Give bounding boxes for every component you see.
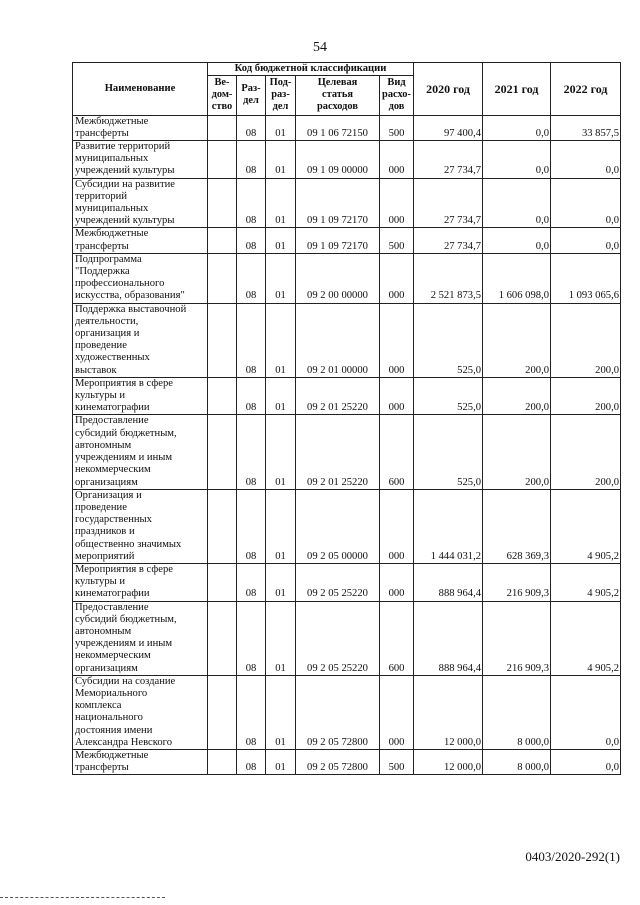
row-vedomstvo (208, 675, 237, 749)
row-target: 09 2 05 25220 (296, 601, 380, 675)
row-2021: 628 369,3 (483, 489, 551, 563)
row-vid: 000 (380, 178, 414, 228)
row-razdel: 08 (237, 749, 266, 774)
row-razdel: 08 (237, 601, 266, 675)
table-row (73, 489, 621, 563)
row-2022: 0,0 (551, 228, 621, 253)
document-code: 0403/2020-292(1) (525, 849, 620, 864)
row-podrazdel: 01 (266, 563, 296, 601)
row-name: Предоставление субсидий бюджетным, автономным учреждениям и иным некоммерческим организациям (73, 415, 208, 489)
row-name: Мероприятия в сфере культуры и кинематографии (73, 563, 208, 601)
row-2021: 0,0 (483, 141, 551, 179)
table-row (73, 141, 621, 179)
table-row (73, 115, 621, 140)
row-vid: 000 (380, 303, 414, 377)
row-2020: 12 000,0 (414, 749, 483, 774)
row-razdel: 08 (237, 228, 266, 253)
row-2020: 27 734,7 (414, 228, 483, 253)
header-razdel: Раз- дел (237, 76, 266, 116)
row-target: 09 2 05 00000 (296, 489, 380, 563)
row-razdel: 08 (237, 115, 266, 140)
table-row (73, 253, 621, 303)
row-2020: 525,0 (414, 415, 483, 489)
row-2020: 525,0 (414, 377, 483, 415)
row-2020: 888 964,4 (414, 601, 483, 675)
row-vedomstvo (208, 141, 237, 179)
row-podrazdel: 01 (266, 115, 296, 140)
header-kbk: Код бюджетной классификации (208, 63, 414, 76)
row-vid: 500 (380, 749, 414, 774)
row-podrazdel: 01 (266, 377, 296, 415)
row-2022: 33 857,5 (551, 115, 621, 140)
row-razdel: 08 (237, 377, 266, 415)
table-row (73, 415, 621, 489)
row-podrazdel: 01 (266, 489, 296, 563)
row-2020: 27 734,7 (414, 178, 483, 228)
table-row (73, 749, 621, 774)
row-2021: 8 000,0 (483, 675, 551, 749)
row-podrazdel: 01 (266, 228, 296, 253)
row-2020: 888 964,4 (414, 563, 483, 601)
header-name: Наименование (73, 63, 208, 116)
row-vid: 000 (380, 377, 414, 415)
row-2022: 0,0 (551, 675, 621, 749)
row-2021: 8 000,0 (483, 749, 551, 774)
row-podrazdel: 01 (266, 141, 296, 179)
row-vedomstvo (208, 178, 237, 228)
row-vedomstvo (208, 415, 237, 489)
row-razdel: 08 (237, 489, 266, 563)
row-2021: 0,0 (483, 228, 551, 253)
row-name: Организация и проведение государственных праздников и общественно значимых мероприятий (73, 489, 208, 563)
row-2022: 4 905,2 (551, 563, 621, 601)
header-vid: Вид расхо- дов (380, 76, 414, 116)
row-target: 09 2 00 00000 (296, 253, 380, 303)
row-vid: 000 (380, 563, 414, 601)
header-podrazdel: Под- раз- дел (266, 76, 296, 116)
row-name: Развитие территорий муниципальных учреждений культуры (73, 141, 208, 179)
row-name: Межбюджетные трансферты (73, 115, 208, 140)
table-row (73, 377, 621, 415)
row-razdel: 08 (237, 675, 266, 749)
row-razdel: 08 (237, 415, 266, 489)
row-2020: 12 000,0 (414, 675, 483, 749)
row-vid: 500 (380, 228, 414, 253)
row-2020: 1 444 031,2 (414, 489, 483, 563)
row-2022: 1 093 065,6 (551, 253, 621, 303)
row-2021: 200,0 (483, 303, 551, 377)
row-name: Субсидии на создание Мемориального комплекса национального достояния имени Александра Невского (73, 675, 208, 749)
row-name: Межбюджетные трансферты (73, 749, 208, 774)
row-vedomstvo (208, 228, 237, 253)
page-number: 54 (313, 40, 327, 55)
row-2022: 200,0 (551, 303, 621, 377)
row-vedomstvo (208, 303, 237, 377)
row-2021: 1 606 098,0 (483, 253, 551, 303)
row-2022: 4 905,2 (551, 489, 621, 563)
row-razdel: 08 (237, 563, 266, 601)
table-row (73, 675, 621, 749)
row-2022: 200,0 (551, 377, 621, 415)
row-vedomstvo (208, 749, 237, 774)
row-2022: 0,0 (551, 178, 621, 228)
header-2022: 2022 год (551, 63, 621, 116)
row-2022: 0,0 (551, 141, 621, 179)
row-target: 09 1 09 00000 (296, 141, 380, 179)
table-row (73, 178, 621, 228)
row-2021: 0,0 (483, 178, 551, 228)
row-2021: 200,0 (483, 415, 551, 489)
budget-table (72, 62, 621, 775)
row-2021: 200,0 (483, 377, 551, 415)
row-vedomstvo (208, 115, 237, 140)
row-2021: 0,0 (483, 115, 551, 140)
row-target: 09 1 09 72170 (296, 178, 380, 228)
row-vedomstvo (208, 377, 237, 415)
header-2021: 2021 год (483, 63, 551, 116)
row-vid: 000 (380, 253, 414, 303)
row-podrazdel: 01 (266, 415, 296, 489)
row-2022: 0,0 (551, 749, 621, 774)
row-2020: 2 521 873,5 (414, 253, 483, 303)
row-razdel: 08 (237, 303, 266, 377)
row-2020: 525,0 (414, 303, 483, 377)
header-2020: 2020 год (414, 63, 483, 116)
row-target: 09 2 01 25220 (296, 415, 380, 489)
table-row (73, 601, 621, 675)
row-vedomstvo (208, 563, 237, 601)
row-vid: 000 (380, 675, 414, 749)
row-razdel: 08 (237, 178, 266, 228)
row-name: Поддержка выставочной деятельности, организация и проведение художественных выставок (73, 303, 208, 377)
row-target: 09 2 01 25220 (296, 377, 380, 415)
row-target: 09 1 09 72170 (296, 228, 380, 253)
row-name: Предоставление субсидий бюджетным, автономным учреждениям и иным некоммерческим организациям (73, 601, 208, 675)
row-vedomstvo (208, 601, 237, 675)
table-row (73, 228, 621, 253)
row-2021: 216 909,3 (483, 563, 551, 601)
row-name: Субсидии на развитие территорий муниципальных учреждений культуры (73, 178, 208, 228)
row-target: 09 2 01 00000 (296, 303, 380, 377)
row-vid: 600 (380, 415, 414, 489)
row-target: 09 2 05 25220 (296, 563, 380, 601)
table-row (73, 563, 621, 601)
row-2022: 200,0 (551, 415, 621, 489)
row-razdel: 08 (237, 141, 266, 179)
row-target: 09 2 05 72800 (296, 749, 380, 774)
row-podrazdel: 01 (266, 303, 296, 377)
row-name: Мероприятия в сфере культуры и кинематографии (73, 377, 208, 415)
row-vid: 000 (380, 141, 414, 179)
row-2020: 27 734,7 (414, 141, 483, 179)
row-razdel: 08 (237, 253, 266, 303)
row-podrazdel: 01 (266, 749, 296, 774)
header-target: Целевая статья расходов (296, 76, 380, 116)
row-2020: 97 400,4 (414, 115, 483, 140)
row-name: Подпрограмма "Поддержка профессионального искусства, образования" (73, 253, 208, 303)
row-podrazdel: 01 (266, 178, 296, 228)
footer-divider (0, 897, 165, 898)
row-podrazdel: 01 (266, 253, 296, 303)
row-podrazdel: 01 (266, 675, 296, 749)
table-row (73, 303, 621, 377)
row-podrazdel: 01 (266, 601, 296, 675)
row-target: 09 1 06 72150 (296, 115, 380, 140)
row-vid: 500 (380, 115, 414, 140)
header-vedomstvo: Ве- дом- ство (208, 76, 237, 116)
row-target: 09 2 05 72800 (296, 675, 380, 749)
row-name: Межбюджетные трансферты (73, 228, 208, 253)
row-vedomstvo (208, 489, 237, 563)
row-vedomstvo (208, 253, 237, 303)
row-vid: 000 (380, 489, 414, 563)
row-2021: 216 909,3 (483, 601, 551, 675)
row-2022: 4 905,2 (551, 601, 621, 675)
row-vid: 600 (380, 601, 414, 675)
